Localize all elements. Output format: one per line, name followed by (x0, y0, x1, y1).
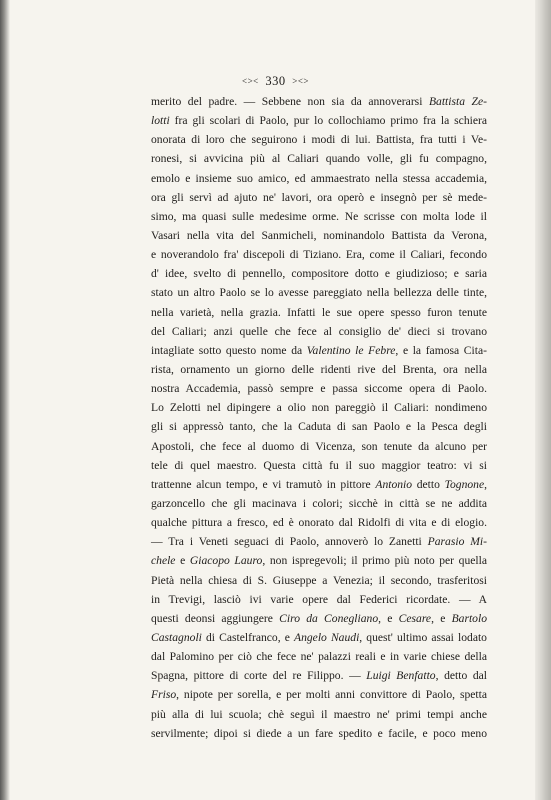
text-run: di Castelfranco, e (201, 630, 294, 644)
text-run: , e la famosa Cita- (395, 343, 487, 357)
italic-name: Friso (151, 688, 177, 702)
text-run: merito del padre. — Sebbene non sia da annoverarsi (151, 95, 429, 108)
text-run: , non ispregevoli; il primo più noto per quella (262, 554, 487, 568)
text-line (151, 437, 487, 456)
text-line (151, 609, 487, 628)
text-run: nella varietà, nella grazia. Infatti le sue opere spesso furon tenute (151, 305, 487, 319)
text-run: e noverandolo fra' discepoli di Tiziano. Era, come il Caliari, fecondo (151, 248, 487, 262)
text-line (151, 647, 487, 666)
text-run: in Trevigi, lasciò ivi varie opere dal Federici ricordate. — A (151, 592, 487, 606)
text-line (151, 360, 487, 379)
text-run: ora gli servì ad ajuto ne' lavori, ora operò e insegnò per sè mede- (151, 190, 487, 204)
text-run: Apostoli, che fece al duomo di Vicenza, son tenute da alcuno per (151, 439, 487, 453)
italic-name: Bartolo (451, 611, 487, 625)
page-number-value: 330 (265, 74, 286, 88)
text-line (151, 475, 487, 494)
text-line (151, 513, 487, 532)
text-run: gli si appressò tanto, che la Caduta di san Paolo e la Pesca degli (151, 420, 487, 434)
italic-name: Ciro da Conegliano (279, 611, 379, 625)
text-run: simo, ma quasi sulle medesime orme. Ne scrisse con molta lode il (151, 209, 487, 223)
text-run: trattenne alcun tempo, e vi tramutò in pittore (151, 477, 376, 491)
italic-name: Cesare (398, 611, 432, 625)
text-line (151, 685, 487, 704)
text-run: garzoncello che gli macinava i colori; sicchè in città se ne addita (151, 496, 487, 510)
text-run: questi deonsi aggiungere (151, 611, 280, 625)
italic-name: Angelo Naudi (294, 630, 360, 644)
text-line (151, 571, 487, 590)
text-line (151, 245, 487, 264)
italic-name: Battista Ze- (428, 95, 487, 108)
text-run: Lo Zelotti nel dipingere a olio non pareggiò il Caliari: nondimeno (151, 401, 487, 415)
text-run: dal Palomino per ciò che fece ne' palazzi reali e in varie chiese della (151, 650, 487, 664)
text-line (151, 111, 487, 130)
text-line (151, 283, 487, 302)
text-line (151, 207, 487, 226)
text-line (151, 92, 487, 111)
text-run: , detto dal (435, 669, 487, 683)
italic-name: Valentino le Febre (306, 343, 396, 357)
text-line (151, 724, 487, 743)
text-run: intagliate sotto questo nome da (151, 343, 307, 357)
text-line (151, 188, 487, 207)
text-line (151, 456, 487, 475)
text-run: , nipote per sorella, e per molti anni convittore di Paolo, spetta (176, 688, 487, 702)
text-run: d' idee, svelto di pennello, compositore dotto e giudizioso; e saria (151, 267, 487, 281)
text-line (151, 590, 487, 609)
text-run: rista, ornamento un giorno delle ridenti rive del Brenta, ora nella (151, 362, 487, 376)
text-run: nostra Accademia, passò sempre e passa siccome opera di Paolo. (151, 382, 487, 396)
italic-name: Antonio (375, 477, 413, 491)
text-run: tele di quel maestro. Questa città fu il suo maggior teatro: vi si (151, 458, 487, 472)
text-run: del Caliari; anzi quelle che fece al consiglio de' dieci si trovano (151, 324, 487, 338)
italic-name: Tognone (444, 477, 485, 491)
text-line (151, 398, 487, 417)
text-line (151, 379, 487, 398)
text-run: Vasari nella vita del Sanmicheli, nominandolo Battista da Verona, (151, 228, 487, 242)
text-run: emolo e insieme suo amico, ed ammaestrato nella stessa accademia, (151, 171, 487, 185)
text-line (151, 322, 487, 341)
text-run: ronesi, si avvicina più al Caliari quando volle, gli fu compagno, (151, 152, 487, 166)
page-edge-shadow (535, 0, 551, 800)
text-run: stato un altro Paolo se lo avesse pareggiato nella bellezza delle tinte, (151, 286, 487, 300)
text-run: detto (412, 477, 445, 491)
text-line (151, 532, 487, 551)
text-run: onorata di loro che seguirono i modi di lui. Battista, fra tutti i Ve- (151, 133, 487, 147)
text-line (151, 303, 487, 322)
text-run: fra gli scolari di Paolo, pur lo collochiamo primo fra la schiera (169, 114, 487, 128)
text-line (151, 264, 487, 283)
ornament-right: ><> (292, 76, 309, 86)
text-line (151, 169, 487, 188)
text-run: , e (378, 611, 399, 625)
text-run: , (484, 477, 488, 491)
italic-name: Luigi Benfatto (366, 669, 436, 683)
text-line (151, 628, 487, 647)
italic-name: lotti (151, 114, 170, 128)
text-run: qualche pittura a fresco, ed è onorato dal Ridolfi di vita e di elogio. (151, 516, 487, 530)
italic-name: Parasio Mi- (427, 535, 488, 549)
text-line (151, 341, 487, 360)
text-run: più alla di lui scuola; chè seguì il maestro ne' primi tempi anche (151, 707, 487, 721)
page-number (0, 74, 551, 89)
text-run: Spagna, pittore di corte del re Filippo. — (151, 669, 367, 683)
text-line (151, 226, 487, 245)
text-line (151, 666, 487, 685)
text-line (151, 417, 487, 436)
text-run: — Tra i Veneti seguaci di Paolo, annoverò lo Zanetti (151, 535, 428, 549)
text-line (151, 551, 487, 570)
text-run: servilmente; dipoi si diede a un fare spedito e facile, e poco meno (151, 726, 487, 740)
text-run: e (175, 554, 190, 568)
text-run: Pietà nella chiesa di S. Giuseppe a Venezia; il secondo, trasferitosi (151, 573, 487, 587)
body-text (151, 92, 487, 743)
text-run: , quest' ultimo assai lodato (359, 630, 487, 644)
text-run: , e (431, 611, 452, 625)
italic-name: Castagnoli (151, 630, 202, 644)
text-line (151, 705, 487, 724)
text-line (151, 494, 487, 513)
ornament-left: <>< (242, 76, 259, 86)
text-line (151, 149, 487, 168)
italic-name: chele (151, 554, 176, 568)
text-line (151, 130, 487, 149)
italic-name: Giacopo Lauro (189, 554, 263, 568)
